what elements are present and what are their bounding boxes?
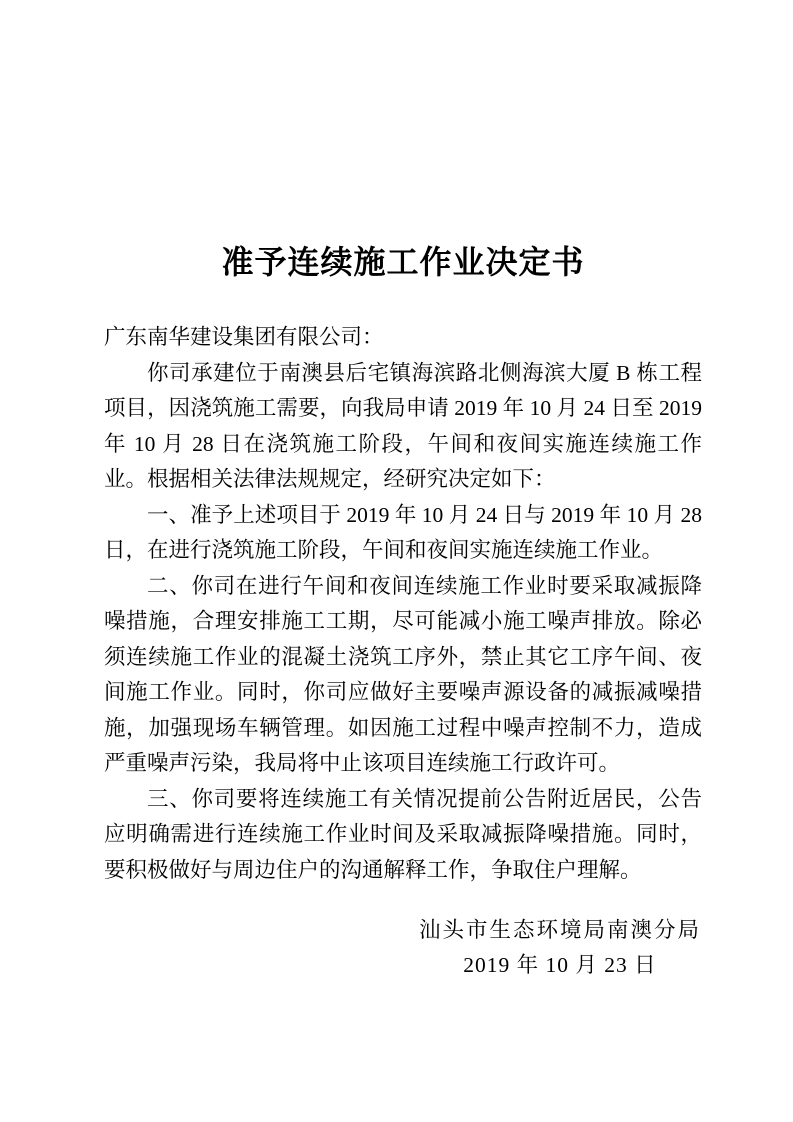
issuer-signature: 汕头市生态环境局南澳分局 xyxy=(418,918,701,942)
body-paragraph-item-2: 二、你司在进行午间和夜间连续施工作业时要采取减振降噪措施，合理安排施工工期，尽可能减小施工噪声排放。除必须连续施工作业的混凝土浇筑工序外，禁止其它工序午间、夜间施工作业。同时，你司应做好主要噪声源设备的减振减噪措施，加强现场车辆管理。如因施工过程中噪声控制不力，造成严重噪声污染，我局将中止该项目连续施工行政许可。 xyxy=(104,573,702,775)
document-title: 准予连续施工作业决定书 xyxy=(221,244,585,280)
body-paragraph-item-1: 一、准予上述项目于 2019 年 10 月 24 日与 2019 年 10 月 28 日，在进行浇筑施工阶段，午间和夜间实施连续施工作业。 xyxy=(104,502,702,562)
issue-date: 2019 年 10 月 23 日 xyxy=(463,953,657,977)
recipient-salutation: 广东南华建设集团有限公司： xyxy=(104,325,384,349)
document-content xyxy=(104,240,702,983)
body-paragraph-item-3: 三、你司要将连续施工有关情况提前公告附近居民，公告应明确需进行连续施工作业时间及采取减振降噪措施。同时，要积极做好与周边住户的沟通解释工作，争取住户理解。 xyxy=(104,786,702,882)
signature-block xyxy=(410,913,710,983)
body-paragraph-intro: 你司承建位于南澳县后宅镇海滨路北侧海滨大厦 B 栋工程项目，因浇筑施工需要，向我局申请 2019 年 10 月 24 日至 2019 年 10 月 28 日在浇筑施工阶段，午间和夜间实施连续施工作业。根据相关法律法规规定，经研究决定如下： xyxy=(104,360,702,491)
